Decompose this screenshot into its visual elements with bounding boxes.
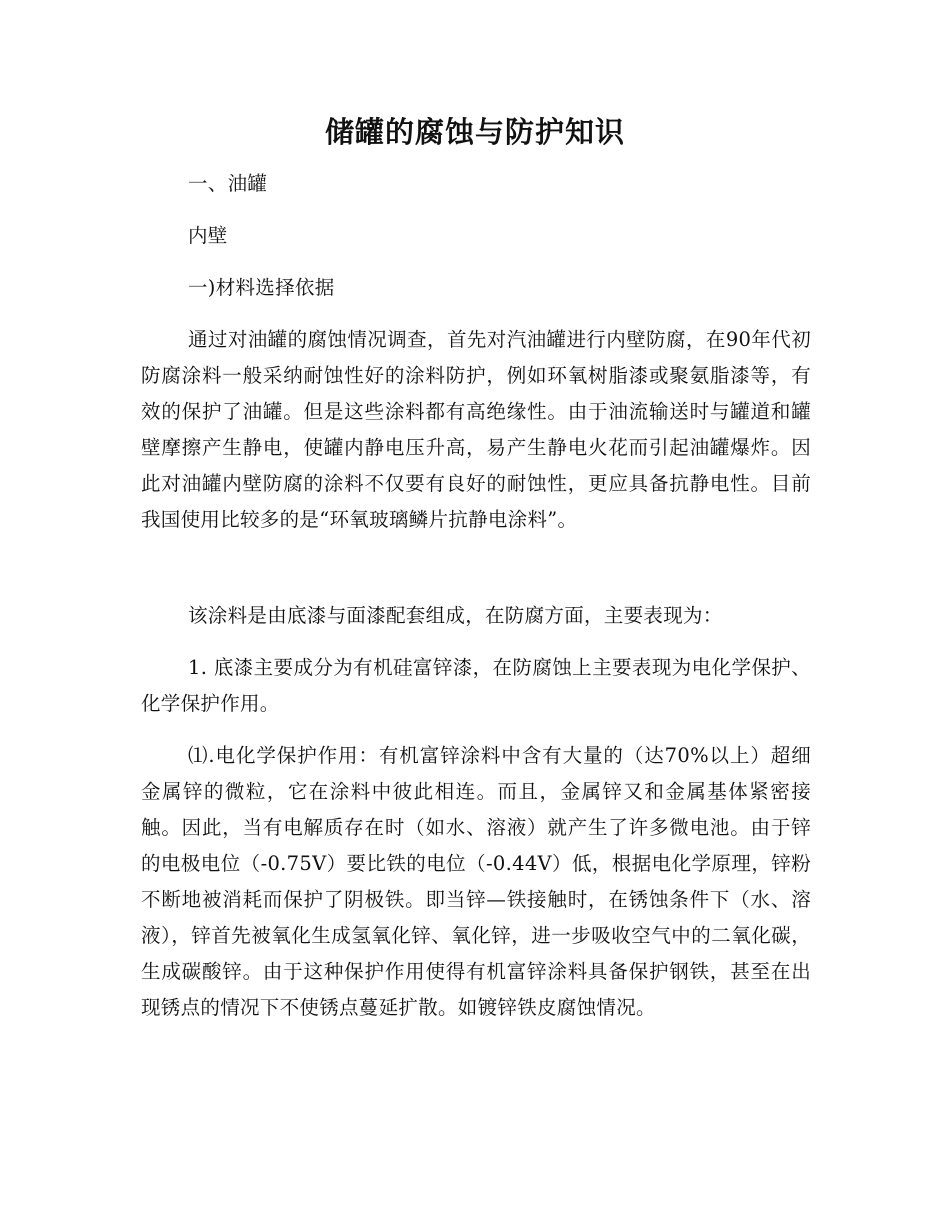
paragraph-coating-composition: 该涂料是由底漆与面漆配套组成，在防腐方面，主要表现为： — [188, 604, 723, 627]
paragraph-corrosion-survey: 通过对油罐的腐蚀情况调查，首先对汽油罐进行内壁防腐，在90年代初防腐涂料一般采纳耐蚀性好的涂料防护，例如环氧树脂漆或聚氨脂漆等，有效的保护了油罐。但是这些涂料都有高绝缘性。由于油流输送时与罐道和罐壁摩擦产生静电，使罐内静电压升高，易产生静电火花而引起油罐爆炸。因此对油罐内壁防腐的涂料不仅要有良好的耐蚀性，更应具备抗静电性。目前我国使用比较多的是“环氧玻璃鳞片抗静电涂料”。 — [141, 328, 811, 531]
section-heading-oil-tank: 一、油罐 — [188, 172, 268, 195]
document-title: 储罐的腐蚀与防护知识 — [324, 115, 625, 149]
subsection-heading-material-basis: 一)材料选择依据 — [188, 276, 335, 299]
subsection-heading-inner-wall: 内壁 — [188, 224, 228, 247]
paragraph-electrochemical-protection: ⑴.电化学保护作用：有机富锌涂料中含有大量的（达70%以上）超细金属锌的微粒，它在涂料中彼此相连。而且，金属锌又和金属基体紧密接触。因此，当有电解质存在时（如水、溶液）就产生了许多微电池。由于锌的电极电位（-0.75V）要比铁的电位（-0.44V）低，根据电化学原理，锌粉不断地被消耗而保护了阴极铁。即当锌—铁接触时，在锈蚀条件下（水、溶液），锌首先被氧化生成氢氧化锌、氧化锌，进一步吸收空气中的二氧化碳，生成碳酸锌。由于这种保护作用使得有机富锌涂料具备保护钢铁，甚至在出现锈点的情况下不使锈点蔓延扩散。如镀锌铁皮腐蚀情况。 — [141, 744, 811, 1019]
paragraph-primer: 1. 底漆主要成分为有机硅富锌漆，在防腐蚀上主要表现为电化学保护、化学保护作用。 — [141, 656, 811, 715]
